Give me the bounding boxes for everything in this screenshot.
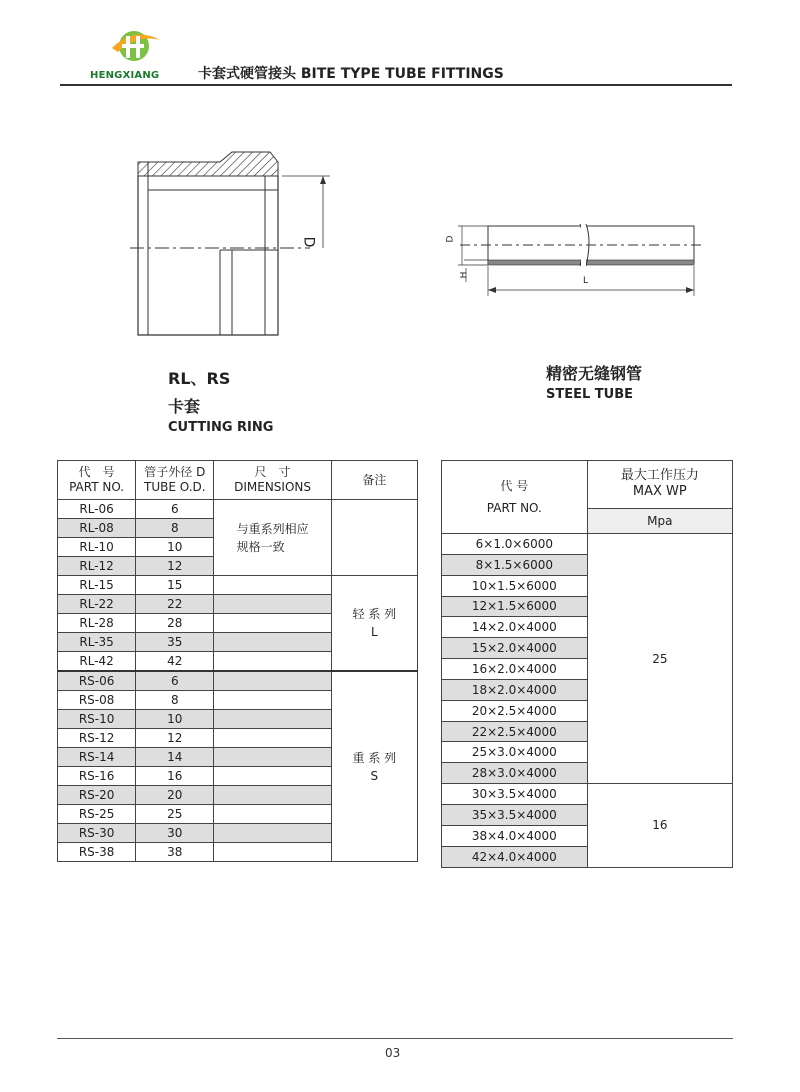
od-cell: 8 [136,519,214,538]
table-row [58,576,418,595]
od-cell: 15 [136,576,214,595]
tube-spec-cell: 18×2.0×4000 [442,679,588,700]
page-title: 卡套式硬管接头 BITE TYPE TUBE FITTINGS [198,66,504,82]
od-cell: 12 [136,557,214,576]
od-cell: 20 [136,786,214,805]
tube-name-cn: 精密无缝钢管 [546,364,643,383]
ring-name-en: CUTTING RING [168,420,274,435]
tube-spec-cell: 16×2.0×4000 [442,659,588,680]
part-no-cell: RS-14 [58,748,136,767]
series-light-cell: 轻 系 列 L [331,576,417,672]
od-cell: 6 [136,671,214,691]
part-no-cell: RL-15 [58,576,136,595]
dims-cell [214,805,331,824]
table-row [442,784,733,805]
part-no-cell: RS-30 [58,824,136,843]
ring-code: RL、RS [168,369,231,388]
tube-spec-cell: 35×3.5×4000 [442,804,588,825]
col-header-max-wp: 最大工作压力 MAX WP [587,461,732,509]
dims-cell [214,710,331,729]
dims-cell [214,843,331,862]
dims-cell [214,786,331,805]
od-cell: 35 [136,633,214,652]
part-no-cell: RS-25 [58,805,136,824]
part-no-cell: RL-12 [58,557,136,576]
od-cell: 8 [136,691,214,710]
tube-spec-cell: 12×1.5×6000 [442,596,588,617]
steel-tube-table [441,460,733,868]
tube-spec-cell: 15×2.0×4000 [442,638,588,659]
part-no-cell: RL-22 [58,595,136,614]
part-no-cell: RL-10 [58,538,136,557]
col-header-tube-od: 管子外径 D TUBE O.D. [136,461,214,500]
dims-cell [214,748,331,767]
page-number: 03 [385,1046,401,1060]
wp-cell: 16 [587,784,732,867]
part-no-cell: RL-08 [58,519,136,538]
series-heavy-cell: 重 系 列 S [331,671,417,862]
od-cell: 28 [136,614,214,633]
od-cell: 30 [136,824,214,843]
od-cell: 12 [136,729,214,748]
od-cell: 25 [136,805,214,824]
dims-cell [214,633,331,652]
tube-name-en: STEEL TUBE [546,387,634,402]
dims-cell [214,614,331,633]
od-cell: 38 [136,843,214,862]
tube-spec-cell: 14×2.0×4000 [442,617,588,638]
tube-spec-cell: 20×2.5×4000 [442,700,588,721]
dims-cell [214,576,331,595]
part-no-cell: RL-42 [58,652,136,672]
dims-cell [214,729,331,748]
dims-cell [214,652,331,672]
od-cell: 10 [136,710,214,729]
dims-cell [214,671,331,691]
brand-name: HENGXIANG [90,70,160,81]
tube-spec-cell: 22×2.5×4000 [442,721,588,742]
tube-h-label: H [459,271,470,279]
col-header-unit: Mpa [587,508,732,533]
od-cell: 42 [136,652,214,672]
steel-tube-drawing [440,210,710,300]
part-no-cell: RL-35 [58,633,136,652]
cutting-ring-table [57,460,418,862]
col-header-part-no: 代 号 PART NO. [442,461,588,534]
od-cell: 22 [136,595,214,614]
dims-note-cell: 与重系列相应规格一致 [214,500,331,576]
tube-spec-cell: 38×4.0×4000 [442,825,588,846]
part-no-cell: RS-16 [58,767,136,786]
part-no-cell: RS-06 [58,671,136,691]
footer-divider [57,1038,733,1039]
part-no-cell: RS-12 [58,729,136,748]
dims-cell [214,691,331,710]
tube-spec-cell: 30×3.5×4000 [442,784,588,805]
remarks-cell [331,500,417,576]
dims-cell [214,767,331,786]
header-divider [60,84,732,86]
tube-spec-cell: 8×1.5×6000 [442,554,588,575]
od-cell: 10 [136,538,214,557]
part-no-cell: RS-38 [58,843,136,862]
dims-cell [214,824,331,843]
od-cell: 14 [136,748,214,767]
tube-spec-cell: 6×1.0×6000 [442,534,588,555]
od-cell: 16 [136,767,214,786]
col-header-part-no: 代 号 PART NO. [58,461,136,500]
table-row [58,500,418,519]
part-no-cell: RS-10 [58,710,136,729]
tube-l-label: L [583,276,589,286]
tube-spec-cell: 25×3.0×4000 [442,742,588,763]
od-cell: 6 [136,500,214,519]
tube-spec-cell: 28×3.0×4000 [442,763,588,784]
dims-cell [214,595,331,614]
part-no-cell: RS-20 [58,786,136,805]
tube-spec-cell: 42×4.0×4000 [442,846,588,867]
part-no-cell: RL-28 [58,614,136,633]
hengxiang-logo-icon [104,26,164,72]
part-no-cell: RS-08 [58,691,136,710]
table-row [58,671,418,691]
part-no-cell: RL-06 [58,500,136,519]
ring-name-cn: 卡套 [168,397,201,416]
tube-d-label: D [445,235,456,243]
col-header-remarks: 备注 [331,461,417,500]
tube-spec-cell: 10×1.5×6000 [442,575,588,596]
table-row [442,534,733,555]
col-header-dimensions: 尺 寸 DIMENSIONS [214,461,331,500]
wp-cell: 25 [587,534,732,784]
ring-dimension-label: D [300,236,317,248]
